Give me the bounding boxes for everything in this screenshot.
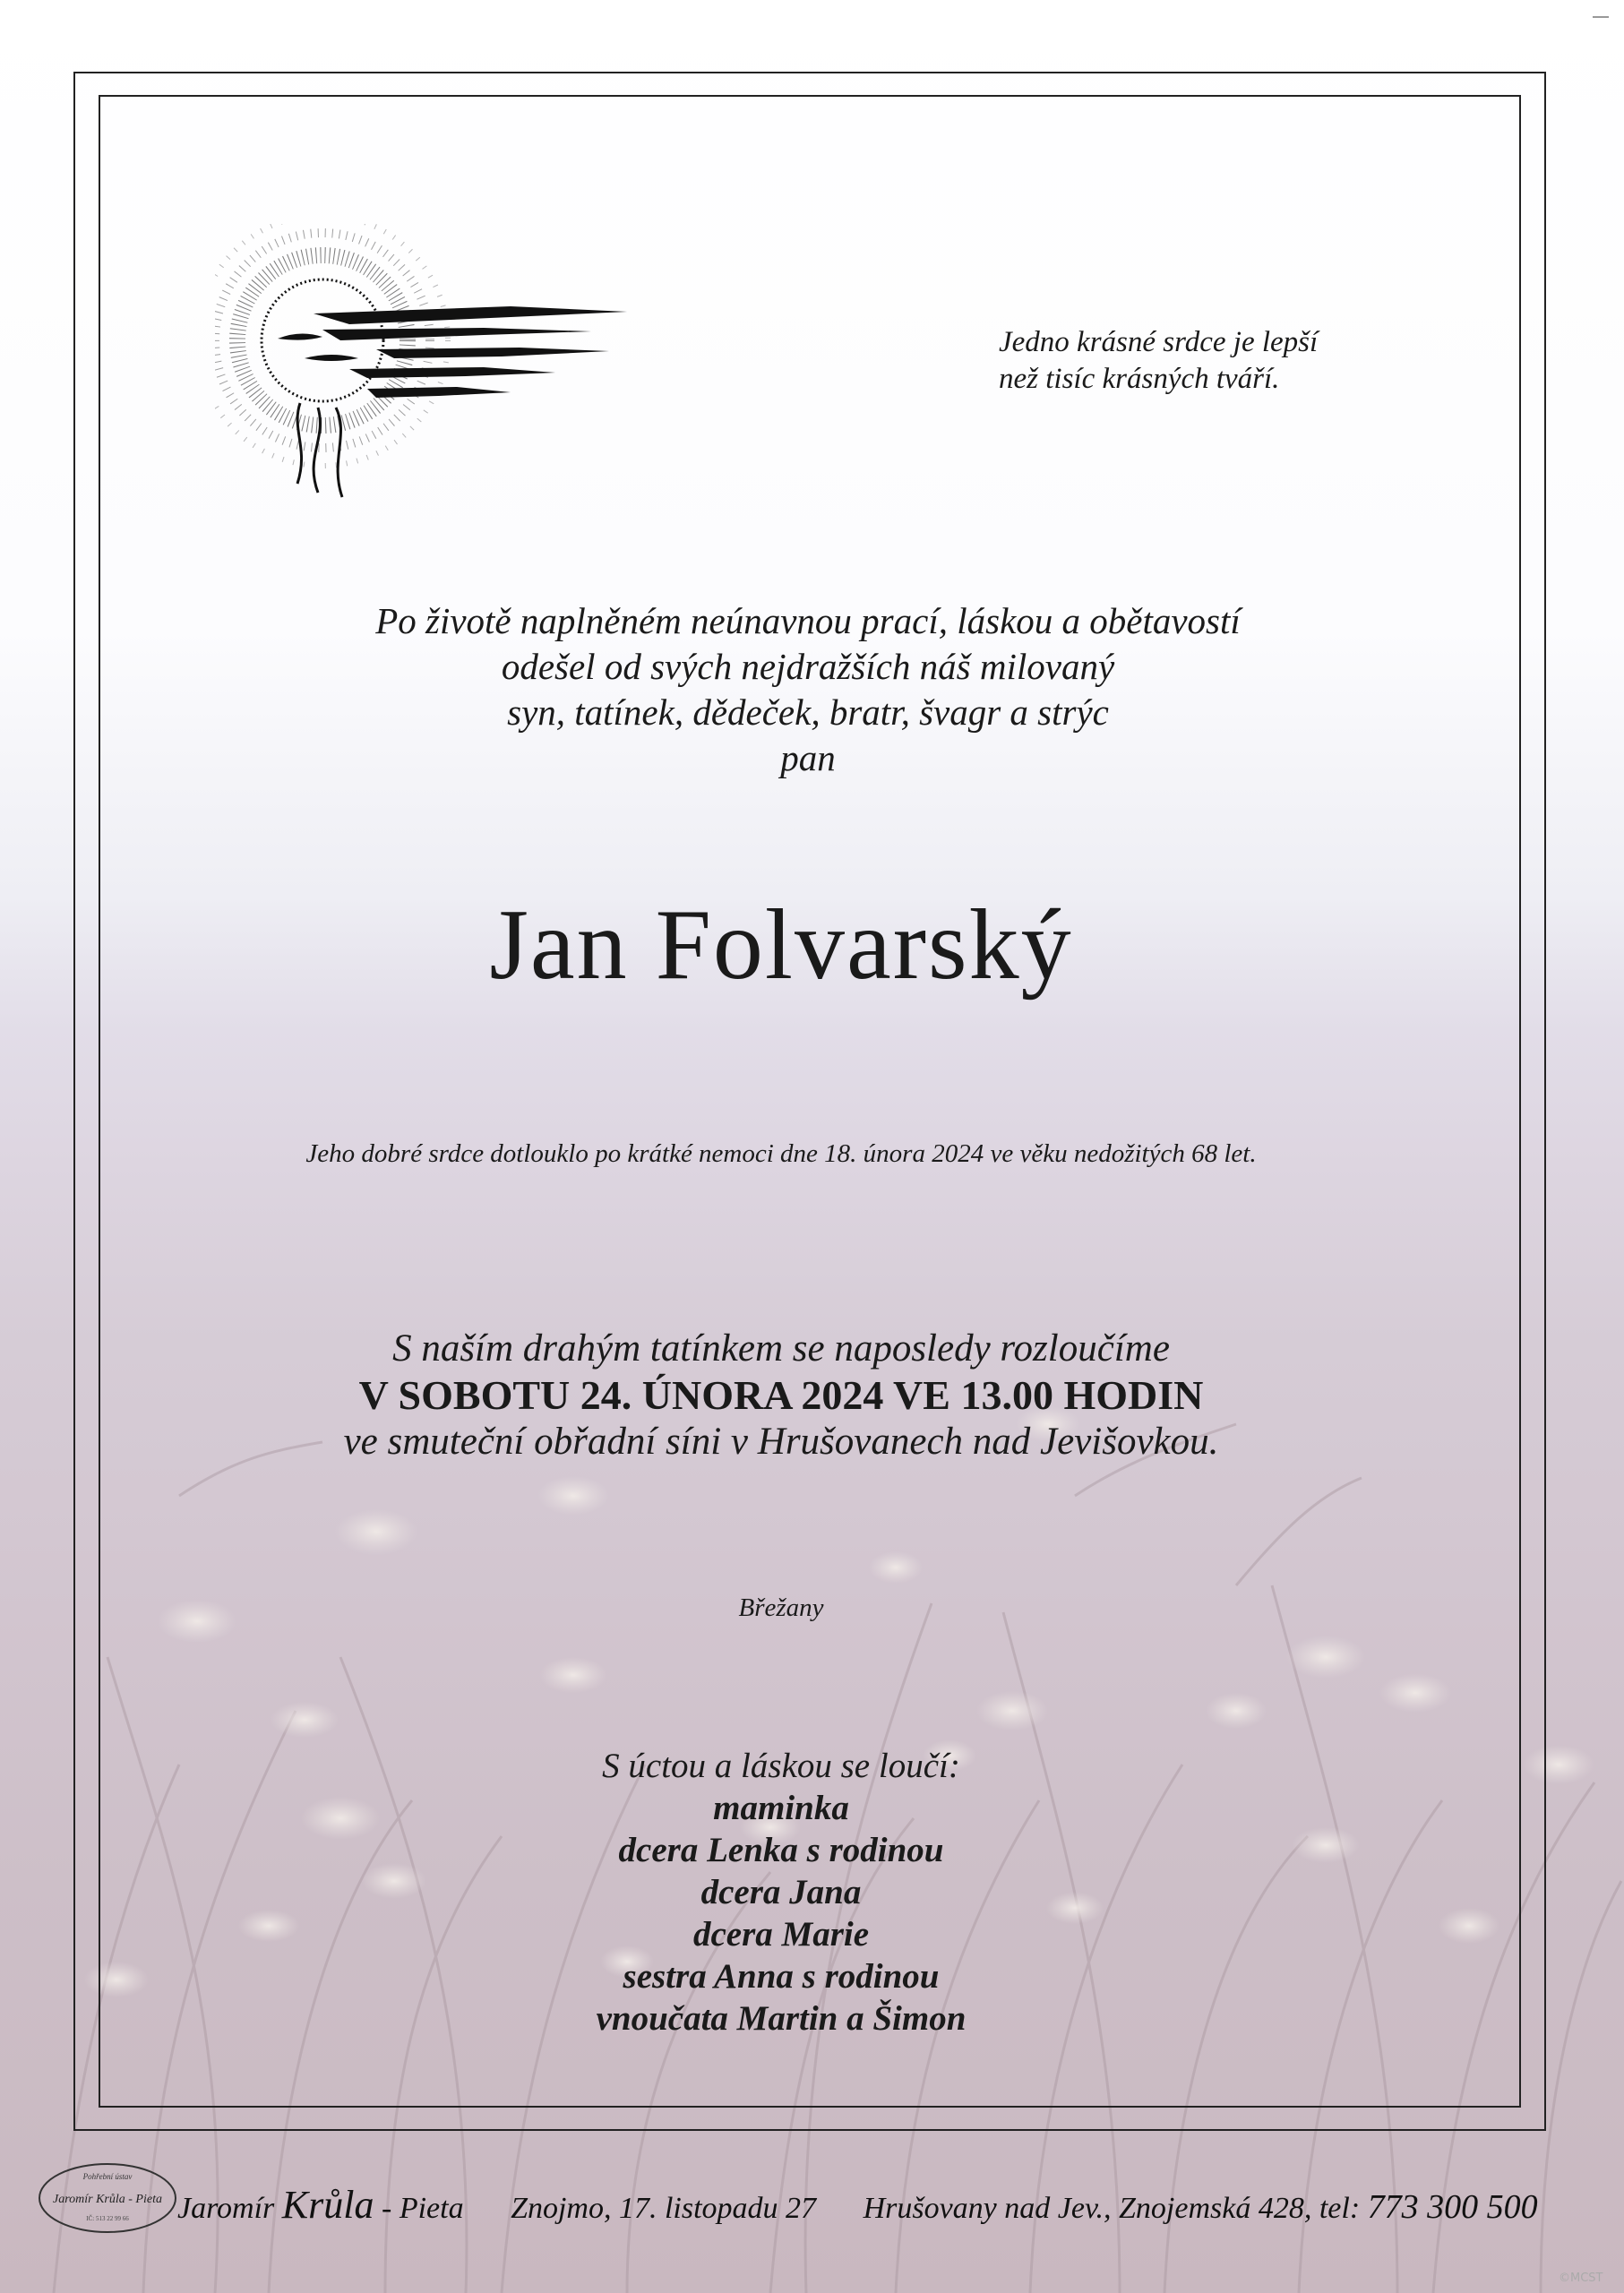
undertaker-stamp-logo — [36, 2160, 179, 2237]
phone-number: 773 300 500 — [1367, 2188, 1538, 2226]
intro-line-1: Po životě naplněném neúnavnou prací, láskou a obětavostí — [375, 600, 1241, 641]
ceremony-location: ve smuteční obřadní síni v Hrušovanech nad Jevišovkou. — [343, 1421, 1219, 1463]
ceremony-info — [72, 1326, 1491, 1465]
mourner-item: dcera Lenka s rodinou — [618, 1831, 944, 1869]
undertaker-brand: Krůla — [281, 2183, 374, 2227]
death-notice: Jeho dobré srdce dotlouklo po krátké nemoci dne 18. února 2024 ve věku nedožitých 68 let. — [305, 1139, 1257, 1168]
deceased-name: Jan Folvarský — [489, 889, 1073, 1001]
svg-text:Jaromír Krůla - Pieta: Jaromír Krůla - Pieta — [53, 2193, 162, 2206]
svg-text:IČ: 513 22 99 66: IČ: 513 22 99 66 — [86, 2215, 129, 2222]
mourners-list — [72, 1745, 1491, 2040]
office-address-znojmo: Znojmo, 17. listopadu 27 — [511, 2192, 817, 2225]
mourner-item: dcera Marie — [692, 1915, 870, 1954]
intro-line-3: syn, tatínek, dědeček, bratr, švagr a strýc — [507, 691, 1109, 733]
village-name: Břežany — [738, 1593, 824, 1622]
office-address-hrusovany: Hrušovany nad Jev., Znojemská 428, tel: — [863, 2192, 1361, 2225]
corner-watermark: ©MCST — [1559, 2272, 1603, 2285]
mourner-item: dcera Jana — [700, 1873, 862, 1911]
mourner-item: vnoučata Martin a Šimon — [596, 1999, 967, 2038]
motto-line-2: než tisíc krásných tváří. — [999, 363, 1280, 395]
ceremony-date: V SOBOTU 24. ÚNORA 2024 VE 13.00 HODIN — [358, 1372, 1204, 1418]
motto-line-1: Jedno krásné srdce je lepší — [999, 326, 1319, 358]
intro-line-2: odešel od svých nejdražších náš milovaný — [501, 646, 1115, 687]
undertaker-footer — [177, 2183, 1575, 2229]
svg-text:Pohřební ústav: Pohřební ústav — [82, 2172, 133, 2181]
intro-line-4: pan — [780, 737, 836, 778]
ceremony-line-1: S naším drahým tatínkem se naposledy rozloučíme — [392, 1327, 1170, 1370]
edge-mark — [1593, 16, 1609, 18]
mourner-item: maminka — [713, 1789, 849, 1827]
mourners-heading: S úctou a láskou se loučí: — [602, 1747, 960, 1785]
intro-text — [99, 598, 1517, 781]
sun-cloud-emblem-icon — [215, 224, 636, 520]
undertaker-first-name: Jaromír — [177, 2192, 282, 2225]
undertaker-suffix: - Pieta — [374, 2192, 464, 2225]
mourner-item: sestra Anna s rodinou — [623, 1957, 940, 1996]
motto — [999, 324, 1375, 398]
